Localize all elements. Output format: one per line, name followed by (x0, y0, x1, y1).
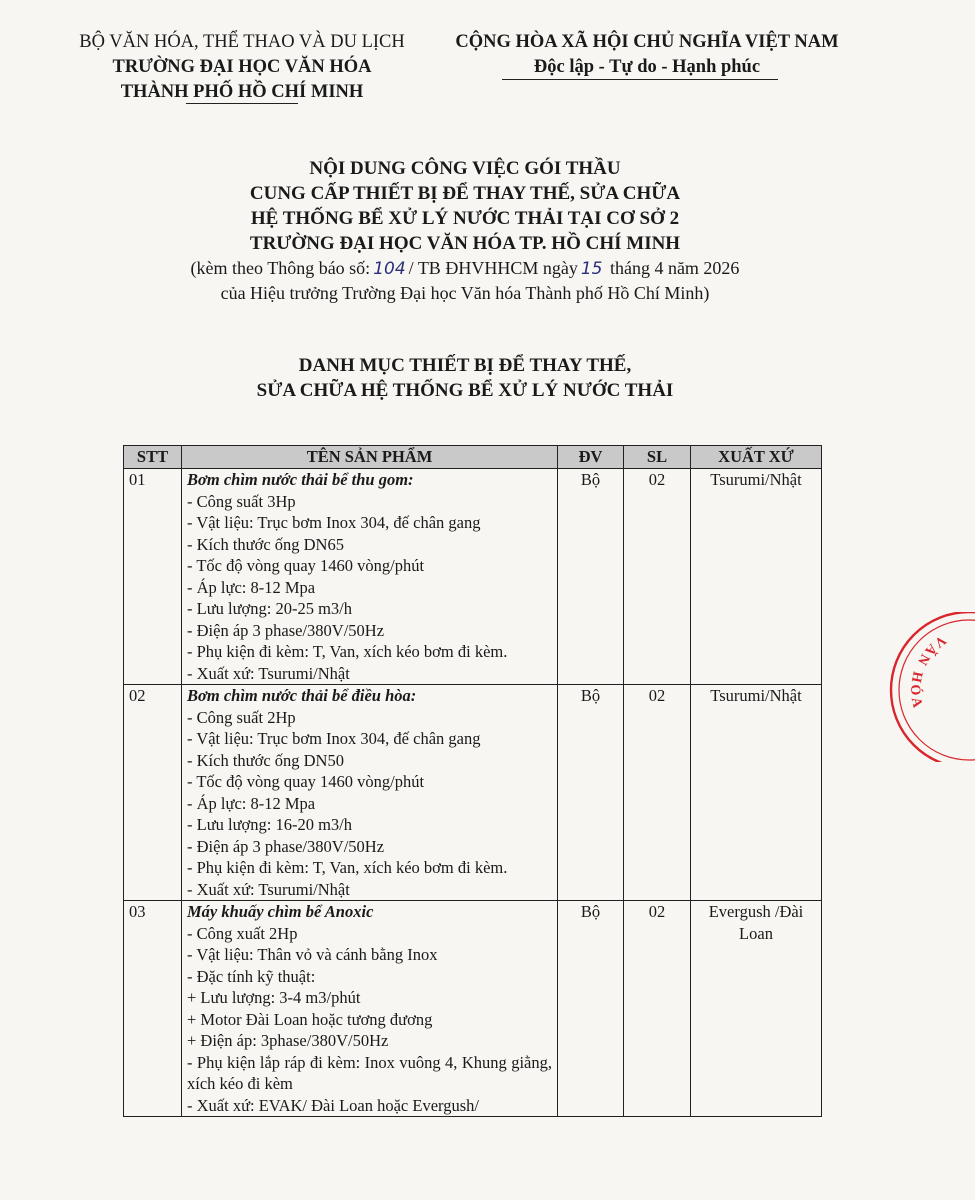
row-qty: 02 (624, 685, 691, 901)
official-seal (885, 612, 975, 762)
spec-line: - Xuất xứ: Tsurumi/Nhật (187, 663, 350, 683)
spec-line: - Áp lực: 8-12 Mpa (187, 577, 316, 597)
spec-line: - Xuất xứ: EVAK/ Đài Loan hoặc Evergush/ (187, 1095, 479, 1115)
spec-line: - Điện áp 3 phase/380V/50Hz (187, 836, 385, 856)
reference-note (100, 256, 830, 281)
spec-line: - Tốc độ vòng quay 1460 vòng/phút (187, 556, 425, 575)
spec-line: - Công suất 2Hp (187, 707, 296, 727)
row-product (182, 901, 558, 1117)
header-name: TÊN SẢN PHẨM (182, 446, 558, 469)
note-mid: / TB ĐHVHHCM ngày (408, 258, 578, 278)
row-product (182, 469, 558, 685)
table-row (124, 469, 822, 685)
spec-line: - Đặc tính kỹ thuật: (187, 966, 316, 986)
row-stt: 01 (124, 469, 182, 685)
title-line-1: NỘI DUNG CÔNG VIỆC GÓI THẦU (309, 158, 621, 179)
school-name-line2: THÀNH PHỐ HỒ CHÍ MINH (120, 82, 364, 102)
product-name: Máy khuấy chìm bể Anoxic (187, 902, 374, 921)
product-name: Bơm chìm nước thải bể điều hòa: (187, 686, 417, 705)
spec-line: - Áp lực: 8-12 Mpa (187, 793, 316, 813)
handwritten-day: 15 (580, 259, 603, 279)
table-row (124, 901, 822, 1117)
spec-line: - Phụ kiện lắp ráp đi kèm: Inox vuông 4, Khung giằng, xích kéo đi kèm (187, 1052, 552, 1093)
school-name-line1: TRƯỜNG ĐẠI HỌC VĂN HÓA (112, 57, 372, 77)
list-title-line-1: DANH MỤC THIẾT BỊ ĐỂ THAY THẾ, (298, 355, 632, 376)
row-origin: Tsurumi/Nhật (691, 469, 822, 685)
country-name: CỘNG HÒA XÃ HỘI CHỦ NGHĨA VIỆT NAM (455, 32, 839, 52)
row-origin: Evergush /Đài Loan (691, 901, 822, 1117)
row-stt: 02 (124, 685, 182, 901)
svg-text:VĂN HÓA (907, 632, 948, 712)
spec-line: + Motor Đài Loan hoặc tương đương (187, 1009, 433, 1029)
row-qty: 02 (624, 469, 691, 685)
header-stt: STT (124, 446, 182, 469)
note-suffix: tháng 4 năm 2026 (609, 258, 740, 278)
spec-line: - Xuất xứ: Tsurumi/Nhật (187, 879, 350, 899)
list-title (100, 353, 830, 403)
spec-line: - Vật liệu: Thân vỏ và cánh bằng Inox (187, 945, 438, 964)
spec-line: - Kích thước ống DN65 (187, 534, 344, 554)
seal-text: VĂN HÓA (907, 631, 949, 713)
spec-line: + Lưu lượng: 3-4 m3/phút (187, 988, 361, 1007)
row-qty: 02 (624, 901, 691, 1117)
spec-line: - Tốc độ vòng quay 1460 vòng/phút (187, 772, 425, 791)
product-name: Bơm chìm nước thải bể thu gom: (187, 470, 414, 489)
national-motto: Độc lập - Tự do - Hạnh phúc (533, 57, 761, 77)
header-qty: SL (624, 446, 691, 469)
title-line-2: CUNG CẤP THIẾT BỊ ĐỂ THAY THẾ, SỬA CHỮA (249, 183, 681, 204)
row-product (182, 685, 558, 901)
motto-underline (502, 79, 778, 80)
note-prefix: (kèm theo Thông báo số: (190, 258, 371, 278)
spec-line: - Lưu lượng: 20-25 m3/h (187, 599, 353, 618)
table-header-row (124, 446, 822, 469)
row-origin: Tsurumi/Nhật (691, 685, 822, 901)
spec-line: - Lưu lượng: 16-20 m3/h (187, 815, 353, 834)
spec-line: - Vật liệu: Trục bơm Inox 304, đế chân gang (187, 729, 481, 748)
national-header (432, 30, 862, 80)
issuer-underline (186, 103, 298, 104)
ministry-name: BỘ VĂN HÓA, THỂ THAO VÀ DU LỊCH (79, 32, 405, 52)
issuer-header (62, 30, 422, 105)
spec-line: - Kích thước ống DN50 (187, 750, 344, 770)
handwritten-notice-number: 104 (373, 259, 406, 279)
spec-line: - Công xuất 2Hp (187, 923, 298, 943)
row-unit: Bộ (558, 685, 624, 901)
spec-line: - Điện áp 3 phase/380V/50Hz (187, 620, 385, 640)
row-unit: Bộ (558, 469, 624, 685)
equipment-table (123, 445, 822, 1117)
row-unit: Bộ (558, 901, 624, 1117)
header-unit: ĐV (558, 446, 624, 469)
title-line-4: TRƯỜNG ĐẠI HỌC VĂN HÓA TP. HỒ CHÍ MINH (249, 233, 681, 254)
title-line-3: HỆ THỐNG BỂ XỬ LÝ NƯỚC THẢI TẠI CƠ SỞ 2 (250, 208, 680, 229)
list-title-line-2: SỬA CHỮA HỆ THỐNG BỂ XỬ LÝ NƯỚC THẢI (256, 380, 674, 401)
spec-line: - Vật liệu: Trục bơm Inox 304, đế chân gang (187, 513, 481, 532)
spec-line: - Phụ kiện đi kèm: T, Van, xích kéo bơm đi kèm. (187, 858, 508, 877)
document-title (100, 156, 830, 305)
spec-line: + Điện áp: 3phase/380V/50Hz (187, 1031, 389, 1050)
spec-line: - Phụ kiện đi kèm: T, Van, xích kéo bơm đi kèm. (187, 642, 508, 661)
header-origin: XUẤT XỨ (691, 446, 822, 469)
table-row (124, 685, 822, 901)
reference-note-line2: của Hiệu trưởng Trường Đại học Văn hóa Thành phố Hồ Chí Minh) (220, 283, 710, 303)
spec-line: - Công suất 3Hp (187, 491, 296, 511)
row-stt: 03 (124, 901, 182, 1117)
